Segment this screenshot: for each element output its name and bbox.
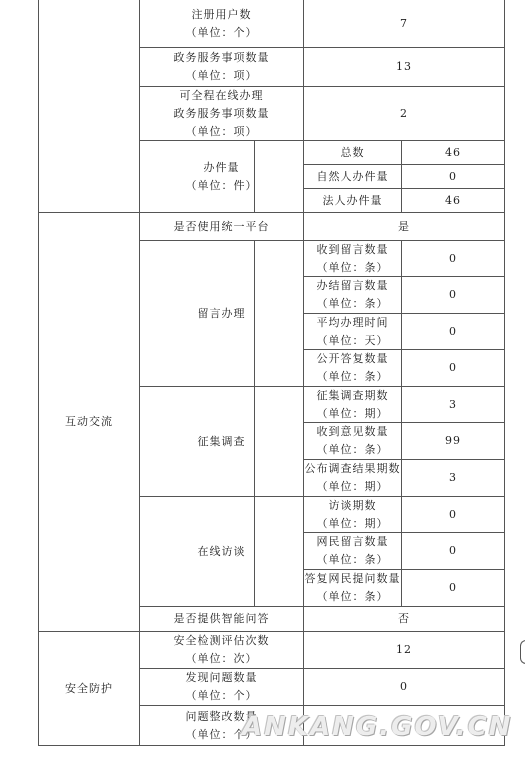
closed-messages-value: 0 (449, 288, 457, 301)
survey-periods-value: 3 (449, 397, 457, 411)
handled-total-label: 总数 (340, 145, 365, 159)
security-checks-value: 12 (396, 643, 412, 656)
survey-group-label: 征集调查 (197, 434, 246, 448)
received-messages-value: 0 (449, 251, 457, 265)
public-replies-value: 0 (449, 361, 457, 374)
opinions-label: 收到意见数量 （单位：条） (316, 425, 389, 456)
survey-periods-label: 征集调查期数 （单位：期） (316, 388, 389, 420)
smart-qa-value: 否 (398, 612, 410, 625)
fixed-problems-label: 问题整改数量 （单位：个） (185, 709, 258, 741)
answers-value: 0 (449, 581, 457, 594)
handled-total-value: 46 (445, 145, 461, 159)
found-problems-value: 0 (400, 680, 408, 693)
interview-periods-label: 访谈期数 （单位：期） (316, 498, 389, 530)
security-checks-label: 安全检测评估次数 （单位：次） (173, 634, 270, 665)
handled-label: 办件量 （单位：件） (185, 160, 258, 192)
closed-messages-label: 办结留言数量 （单位：条） (316, 279, 389, 310)
service-items-value: 13 (396, 60, 412, 73)
registered-users-label: 注册用户数 （单位：个） (185, 7, 258, 39)
message-group-label: 留言办理 (197, 306, 246, 320)
avg-time-value: 0 (449, 324, 457, 338)
watermark: ANKANG.GOV.CN (242, 712, 513, 742)
online-items-label: 可全程在线办理 政务服务事项数量 （单位：项） (173, 88, 270, 138)
netizen-messages-value: 0 (449, 544, 457, 557)
online-items-value: 2 (400, 106, 408, 120)
answers-label: 答复网民提问数量 （单位：条） (304, 572, 401, 603)
unified-platform-label: 是否使用统一平台 (173, 219, 270, 233)
survey-results-label: 公布调查结果期数 （单位：期） (304, 462, 401, 493)
opinions-value: 99 (445, 434, 461, 447)
interview-group-label: 在线访谈 (197, 544, 246, 558)
survey-results-value: 3 (449, 471, 457, 484)
netizen-messages-label: 网民留言数量 （单位：条） (316, 535, 389, 566)
public-replies-label: 公开答复数量 （单位：条） (316, 352, 389, 383)
security-section-label: 安全防护 (65, 681, 113, 695)
found-problems-label: 发现问题数量 （单位：个） (185, 671, 258, 702)
avg-time-label: 平均办理时间 （单位：天） (316, 315, 389, 347)
handled-legal-label: 法人办件量 (322, 193, 383, 207)
handled-legal-value: 46 (445, 193, 461, 207)
handled-natural-label: 自然人办件量 (316, 169, 389, 183)
edge-mark (520, 640, 525, 664)
handled-natural-value: 0 (449, 169, 457, 183)
service-items-label: 政务服务事项数量 （单位：项） (173, 51, 270, 82)
smart-qa-label: 是否提供智能问答 (173, 612, 270, 625)
registered-users-value: 7 (400, 16, 408, 30)
received-messages-label: 收到留言数量 （单位：条） (316, 242, 389, 274)
interview-periods-value: 0 (449, 507, 457, 521)
unified-platform-value: 是 (398, 219, 410, 233)
statistics-table (38, 0, 505, 746)
interaction-section-label: 互动交流 (65, 415, 113, 428)
